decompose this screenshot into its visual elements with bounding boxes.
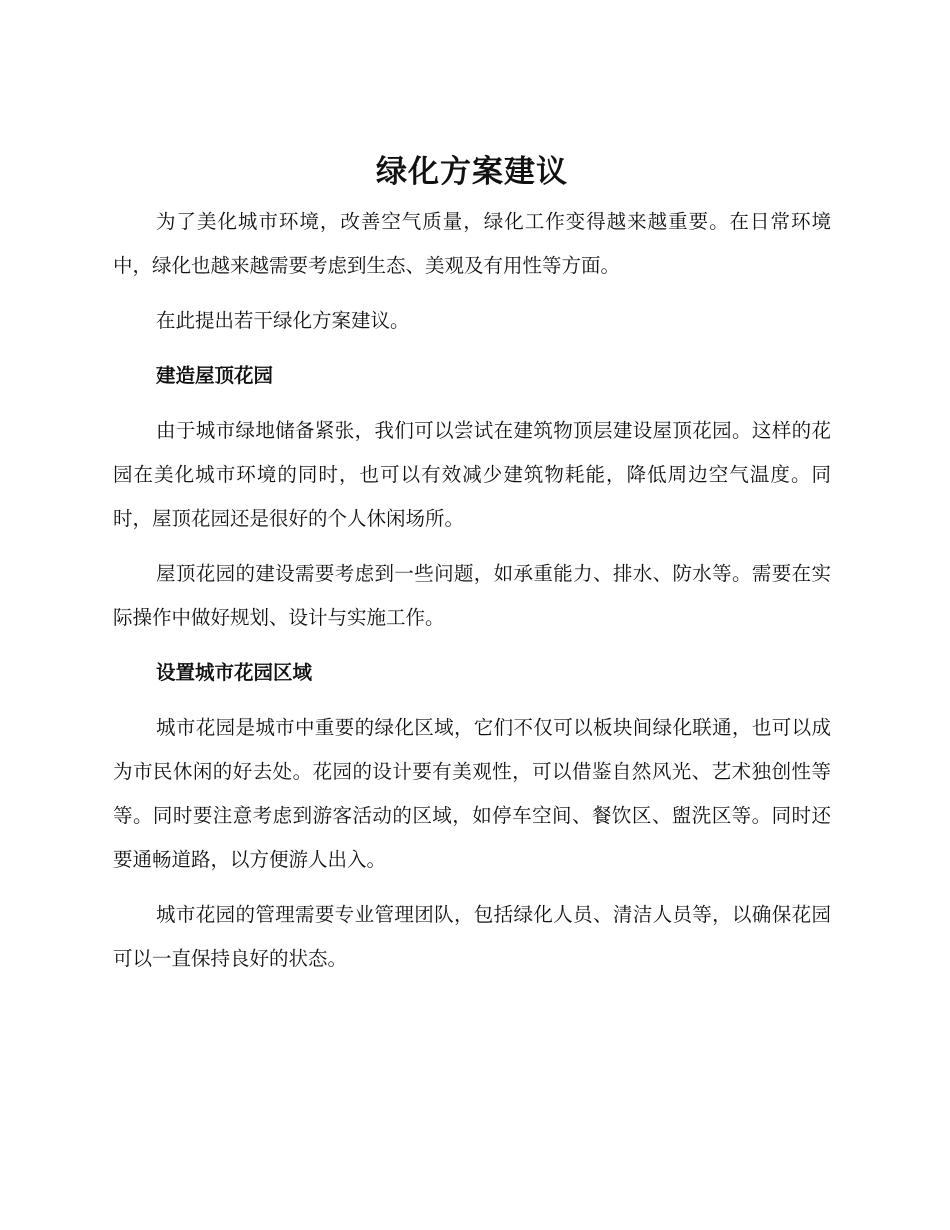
section-paragraph: 城市花园的管理需要专业管理团队，包括绿化人员、清洁人员等，以确保花园可以一直保持良好的状态。 bbox=[113, 903, 831, 970]
section-heading: 设置城市花园区域 bbox=[156, 661, 313, 684]
document-title: 绿化方案建议 bbox=[376, 154, 568, 190]
section-heading: 建造屋顶花园 bbox=[156, 364, 274, 387]
intro-paragraph-2: 在此提出若干绿化方案建议。 bbox=[156, 309, 410, 332]
section-rooftop-garden bbox=[113, 354, 831, 640]
section-city-garden bbox=[113, 651, 831, 981]
section-paragraph: 城市花园是城市中重要的绿化区域，它们不仅可以板块间绿化联通，也可以成为市民休闲的好去处。花园的设计要有美观性，可以借鉴自然风光、艺术独创性等等。同时要注意考虑到游客活动的区域，如停车空间、餐饮区、盥洗区等。同时还要通畅道路，以方便游人出入。 bbox=[113, 716, 831, 871]
intro-paragraph-1: 为了美化城市环境，改善空气质量，绿化工作变得越来越重要。在日常环境中，绿化也越来越需要考虑到生态、美观及有用性等方面。 bbox=[113, 210, 831, 277]
section-paragraph: 屋顶花园的建设需要考虑到一些问题，如承重能力、排水、防水等。需要在实际操作中做好规划、设计与实施工作。 bbox=[113, 562, 831, 629]
document-page bbox=[113, 150, 831, 992]
section-paragraph: 由于城市绿地储备紧张，我们可以尝试在建筑物顶层建设屋顶花园。这样的花园在美化城市环境的同时，也可以有效减少建筑物耗能，降低周边空气温度。同时，屋顶花园还是很好的个人休闲场所。 bbox=[113, 419, 831, 530]
